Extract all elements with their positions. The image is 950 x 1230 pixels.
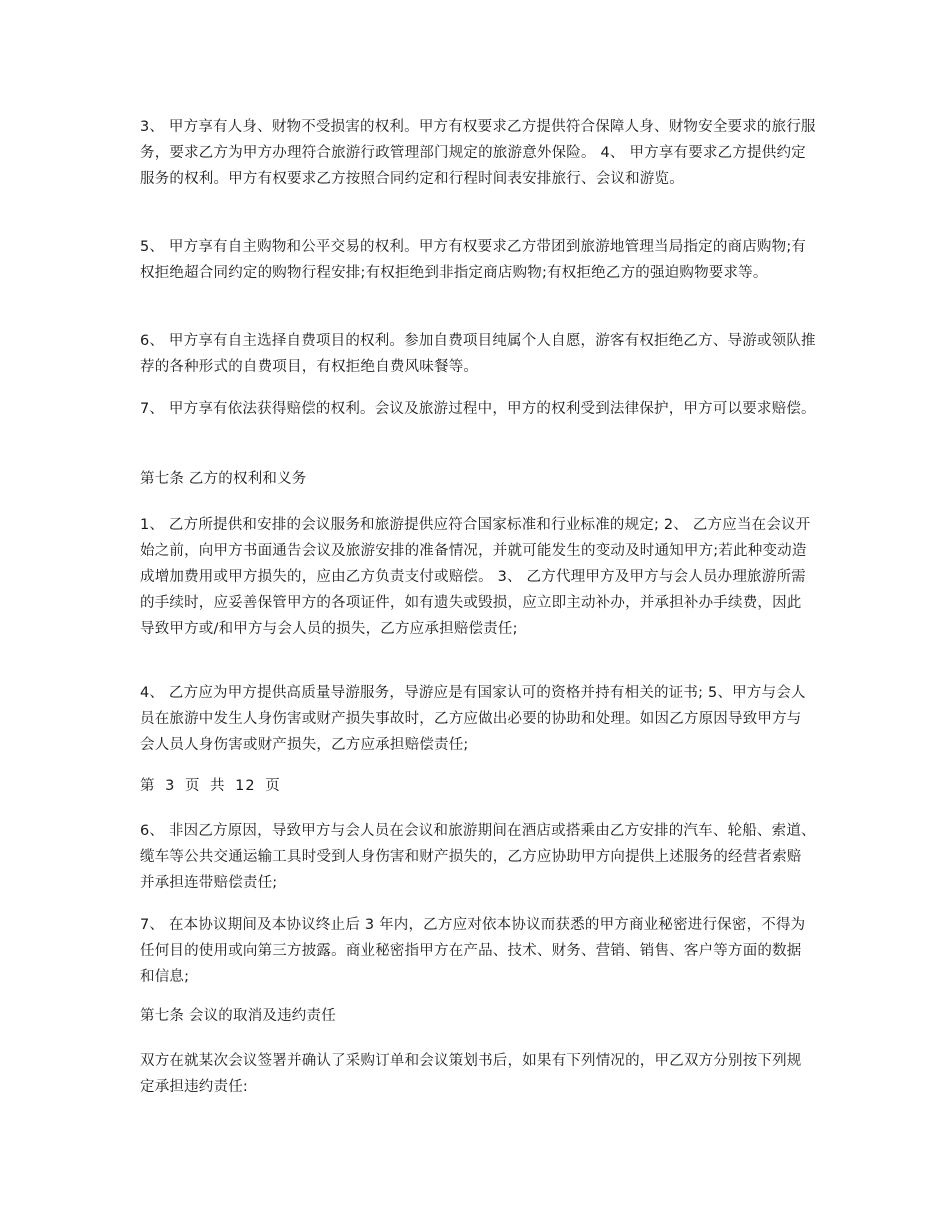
section-heading-party-b-rights: 第七条 乙方的权利和义务 (140, 471, 307, 487)
paragraph-party-a-rights-3-4: 3、 甲方享有人身、财物不受损害的权利。甲方有权要求乙方提供符合保障人身、财物安全要求的旅行服务，要求乙方为甲方办理符合旅游行政管理部门规定的旅游意外保险。 4、 甲方享有要求乙方提供约定服务的权利。甲方有权要求乙方按照合同约定和行程时间表安排旅行、会议和游览。 (140, 119, 816, 187)
page-number: 第 3 页 共 12 页 (140, 778, 281, 794)
paragraph-party-a-rights-6: 6、 甲方享有自主选择自费项目的权利。参加自费项目纯属个人自愿，游客有权拒绝乙方、导游或领队推荐的各种形式的自费项目，有权拒绝自费风味餐等。 (140, 333, 816, 375)
paragraph-party-b-duties-6: 6、 非因乙方原因，导致甲方与会人员在会议和旅游期间在酒店或搭乘由乙方安排的汽车、轮船、索道、缆车等公共交通运输工具时受到人身伤害和财产损失的，乙方应协助甲方向提供上述服务的经营者索赔并承担连带赔偿责任; (140, 823, 816, 891)
paragraph-party-a-rights-5: 5、 甲方享有自主购物和公平交易的权利。甲方有权要求乙方带团到旅游地管理当局指定的商店购物;有权拒绝超合同约定的购物行程安排;有权拒绝到非指定商店购物;有权拒绝乙方的强迫购物要求等。 (140, 239, 807, 281)
section-heading-cancellation: 第七条 会议的取消及违约责任 (140, 1008, 336, 1024)
paragraph-party-a-rights-7: 7、 甲方享有依法获得赔偿的权利。会议及旅游过程中，甲方的权利受到法律保护，甲方可以要求赔偿。 (140, 401, 816, 417)
paragraph-party-b-duties-1-3: 1、 乙方所提供和安排的会议服务和旅游提供应符合国家标准和行业标准的规定; 2、 乙方应当在会议开始之前，向甲方书面通告会议及旅游安排的准备情况，并就可能发生的变动及时通知甲方;若此种变动造成增加费用或甲方损失的，应由乙方负责支付或赔偿。 3、 乙方代理甲方及甲方与会人员办理旅游所需的手续时，应妥善保管甲方的各项证件，如有遗失或毁损，应立即主动补办，并承担补办手续费，因此导致甲方或/和甲方与会人员的损失，乙方应承担赔偿责任; (140, 517, 811, 637)
paragraph-party-b-duties-4-5: 4、 乙方应为甲方提供高质量导游服务，导游应是有国家认可的资格并持有相关的证书; 5、甲方与会人员在旅游中发生人身伤害或财产损失事故时，乙方应做出必要的协助和处理。如因乙方原因导致甲方与会人员人身伤害或财产损失，乙方应承担赔偿责任; (140, 685, 806, 753)
paragraph-cancellation-intro: 双方在就某次会议签署并确认了采购订单和会议策划书后，如果有下列情况的，甲乙双方分别按下列规定承担违约责任: (140, 1053, 802, 1095)
paragraph-party-b-duties-7: 7、 在本协议期间及本协议终止后 3 年内，乙方应对依本协议而获悉的甲方商业秘密进行保密，不得为任何目的使用或向第三方披露。商业秘密指甲方在产品、技术、财务、营销、销售、客户等方面的数据和信息; (140, 917, 806, 985)
